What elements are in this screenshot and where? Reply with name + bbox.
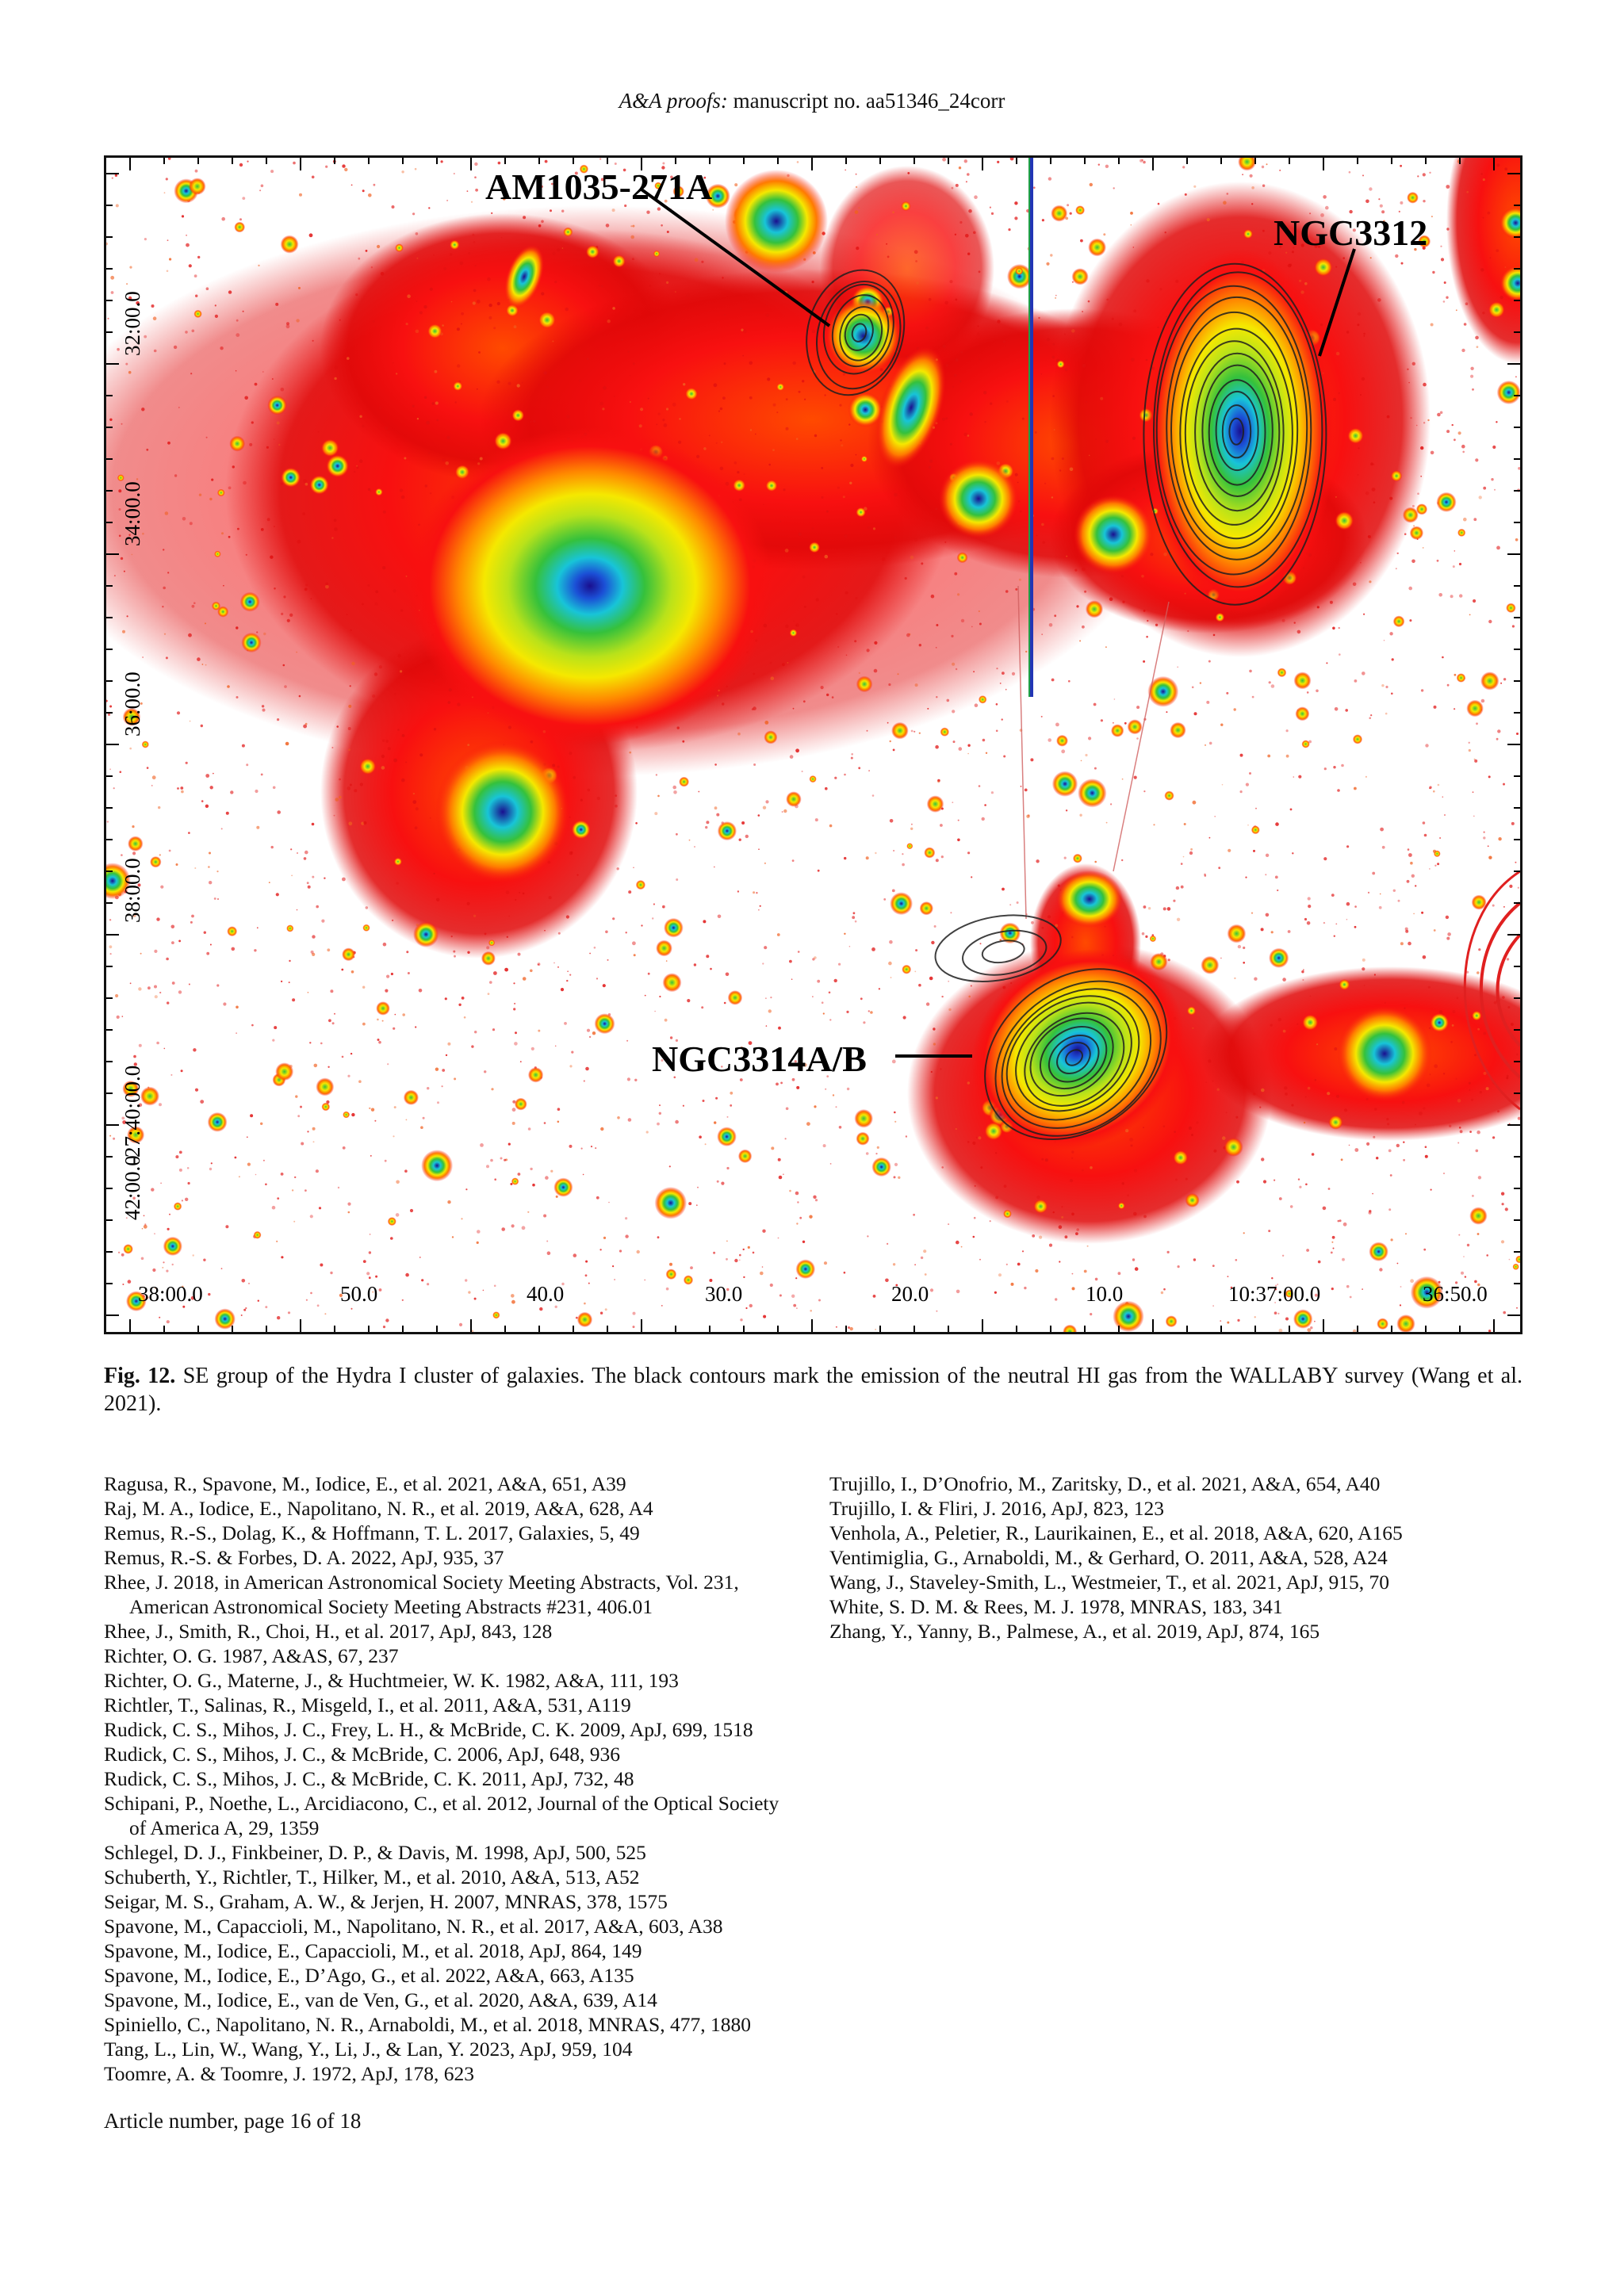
reference-entry: Rudick, C. S., Mihos, J. C., & McBride, C. K. 2011, ApJ, 732, 48 bbox=[104, 1767, 634, 1790]
label-am1035: AM1035-271A bbox=[485, 166, 713, 207]
galaxy-mid bbox=[939, 459, 1018, 538]
figure-label: Fig. 12. bbox=[104, 1364, 176, 1388]
x-tick-label: 30.0 bbox=[705, 1282, 743, 1306]
reference-entry: Venhola, A., Peletier, R., Laurikainen, E., et al. 2018, A&A, 620, A165 bbox=[829, 1521, 1403, 1544]
figure-image bbox=[104, 155, 1522, 1334]
reference-entry: Trujillo, I. & Fliri, J. 2016, ApJ, 823, 123 bbox=[829, 1497, 1164, 1520]
reference-entry: Richter, O. G. 1987, A&AS, 67, 237 bbox=[104, 1644, 399, 1667]
x-tick-label: 36:50.0 bbox=[1423, 1282, 1488, 1306]
page-footer: Article number, page 16 of 18 bbox=[104, 2109, 362, 2133]
references-right-column bbox=[829, 1471, 1523, 1644]
galaxy-lower-left bbox=[435, 740, 570, 883]
label-ngc3312: NGC3312 bbox=[1274, 212, 1428, 253]
running-header bbox=[0, 89, 1624, 113]
y-tick-label: 34:00.0 bbox=[121, 481, 144, 546]
label-ngc3314: NGC3314A/B bbox=[652, 1039, 867, 1079]
reference-entry: White, S. D. M. & Rees, M. J. 1978, MNRAS, 183, 341 bbox=[829, 1595, 1283, 1618]
x-tick-label: 20.0 bbox=[891, 1282, 929, 1306]
reference-entry: Remus, R.-S., Dolag, K., & Hoffmann, T. L. 2017, Galaxies, 5, 49 bbox=[104, 1521, 640, 1544]
y-tick-label: -27:40:00.0 bbox=[121, 1065, 144, 1165]
reference-entry: Tang, L., Lin, W., Wang, Y., Li, J., & Lan, Y. 2023, ApJ, 959, 104 bbox=[104, 2038, 633, 2061]
x-axis-labels bbox=[138, 1282, 1488, 1306]
reference-entry: Ventimiglia, G., Arnaboldi, M., & Gerhard, O. 2011, A&A, 528, A24 bbox=[829, 1546, 1388, 1569]
x-tick-label: 10.0 bbox=[1086, 1282, 1124, 1306]
reference-entry: Rhee, J. 2018, in American Astronomical Society Meeting Abstracts, Vol. 231, American Astronomical Society Meeting Abstracts #231, 406.01 bbox=[104, 1571, 739, 1618]
galaxy-mid-right bbox=[1074, 495, 1153, 574]
figure-caption bbox=[104, 1362, 1522, 1418]
reference-entry: Schlegel, D. J., Finkbeiner, D. P., & Davis, M. 1998, ApJ, 500, 525 bbox=[104, 1841, 646, 1864]
reference-entry: Seigar, M. S., Graham, A. W., & Jerjen, H. 2007, MNRAS, 378, 1575 bbox=[104, 1890, 668, 1913]
y-tick-label: 36:00.0 bbox=[121, 672, 144, 737]
reference-entry: Spiniello, C., Napolitano, N. R., Arnaboldi, M., et al. 2018, MNRAS, 477, 1880 bbox=[104, 2013, 751, 2036]
bright-star bbox=[725, 170, 828, 273]
x-tick-label: 38:00.0 bbox=[138, 1282, 203, 1306]
galaxy-above-ngc3314 bbox=[1056, 871, 1123, 928]
x-tick-label: 50.0 bbox=[340, 1282, 378, 1306]
y-tick-label: 42:00.0 bbox=[121, 1155, 144, 1220]
reference-entry: Spavone, M., Iodice, E., Capaccioli, M., et al. 2018, ApJ, 864, 149 bbox=[104, 1939, 642, 1962]
caption-text: SE group of the Hydra I cluster of galaxies. The black contours mark the emission of the neutral HI gas from the WALLABY survey (Wang et al. 2021). bbox=[104, 1364, 1522, 1416]
reference-entry: Schuberth, Y., Richtler, T., Hilker, M., et al. 2010, A&A, 513, A52 bbox=[104, 1866, 640, 1888]
reference-entry: Rudick, C. S., Mihos, J. C., Frey, L. H., & McBride, C. K. 2009, ApJ, 699, 1518 bbox=[104, 1718, 753, 1741]
reference-entry: Wang, J., Staveley-Smith, L., Westmeier, T., et al. 2021, ApJ, 915, 70 bbox=[829, 1571, 1389, 1594]
journal-name: A&A proofs: bbox=[619, 89, 728, 113]
reference-entry: Raj, M. A., Iodice, E., Napolitano, N. R., et al. 2019, A&A, 628, A4 bbox=[104, 1497, 653, 1520]
y-tick-label: 38:00.0 bbox=[121, 858, 144, 923]
manuscript-id: manuscript no. aa51346_24corr bbox=[733, 89, 1005, 113]
galaxy-map bbox=[106, 158, 1520, 1332]
x-tick-label: 40.0 bbox=[527, 1282, 565, 1306]
reference-entry: Ragusa, R., Spavone, M., Iodice, E., et al. 2021, A&A, 651, A39 bbox=[104, 1472, 626, 1495]
reference-entry: Schipani, P., Noethe, L., Arcidiacono, C., et al. 2012, Journal of the Optical Society of America A, 29, 1359 bbox=[104, 1792, 779, 1839]
central-elliptical-galaxy bbox=[408, 427, 772, 744]
references-left-column bbox=[104, 1471, 798, 2086]
reference-entry: Spavone, M., Iodice, E., van de Ven, G., et al. 2020, A&A, 639, A14 bbox=[104, 1988, 657, 2011]
reference-entry: Zhang, Y., Yanny, B., Palmese, A., et al. 2019, ApJ, 874, 165 bbox=[829, 1620, 1320, 1643]
reference-entry: Remus, R.-S. & Forbes, D. A. 2022, ApJ, 935, 37 bbox=[104, 1546, 504, 1569]
reference-entry: Trujillo, I., D’Onofrio, M., Zaritsky, D., et al. 2021, A&A, 654, A40 bbox=[829, 1472, 1381, 1495]
reference-entry: Richter, O. G., Materne, J., & Huchtmeier, W. K. 1982, A&A, 111, 193 bbox=[104, 1669, 679, 1692]
x-tick-label: 10:37:00.0 bbox=[1228, 1282, 1321, 1306]
reference-entry: Spavone, M., Iodice, E., D’Ago, G., et al. 2022, A&A, 663, A135 bbox=[104, 1964, 634, 1987]
reference-entry: Richtler, T., Salinas, R., Misgeld, I., et al. 2011, A&A, 531, A119 bbox=[104, 1693, 631, 1716]
reference-entry: Rhee, J., Smith, R., Choi, H., et al. 2017, ApJ, 843, 128 bbox=[104, 1620, 553, 1643]
y-tick-label: 32:00.0 bbox=[121, 291, 144, 356]
reference-entry: Spavone, M., Capaccioli, M., Napolitano, N. R., et al. 2017, A&A, 603, A38 bbox=[104, 1915, 723, 1938]
galaxy-right bbox=[1337, 1006, 1432, 1101]
reference-entry: Toomre, A. & Toomre, J. 1972, ApJ, 178, 623 bbox=[104, 2062, 474, 2085]
reference-entry: Rudick, C. S., Mihos, J. C., & McBride, C. 2006, ApJ, 648, 936 bbox=[104, 1743, 621, 1766]
